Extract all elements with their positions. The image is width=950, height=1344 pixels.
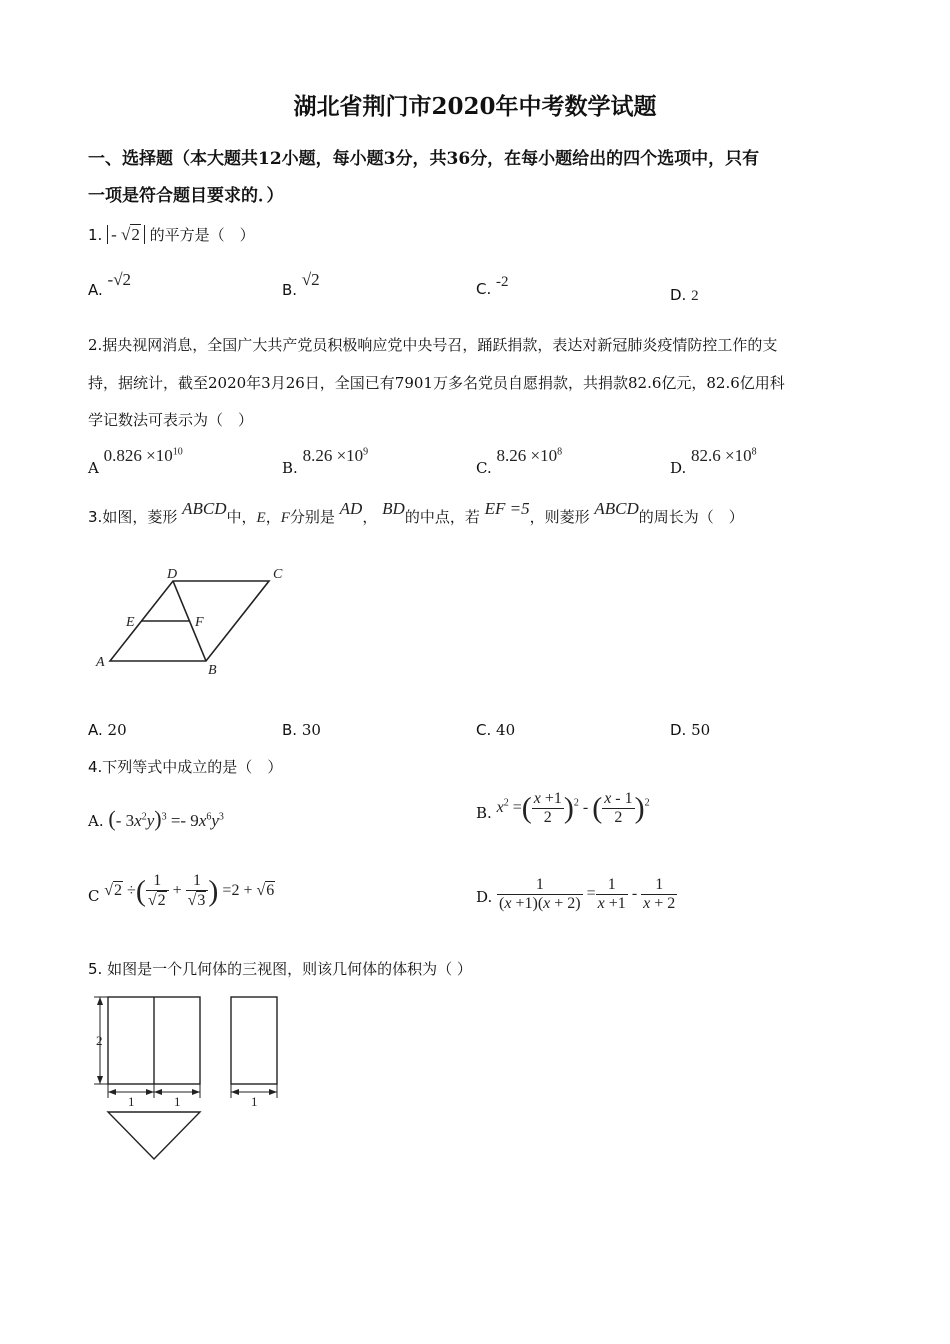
q1-option-d: D. 2 [670,286,699,304]
question-number: 1. [88,226,103,244]
q4-option-d: D. $\frac{1}{(x +1)(x + 2)}$ = $\frac{1}{x +1}$ - $\frac{1}{x + 2}$ [476,876,676,912]
q2-option-d: D. $82.6 \times 10^8$ [670,446,757,477]
section-heading-line2: 一项是符合题目要求的．） [88,186,284,206]
question-3: 3.如图，菱形 ABCD中，E，F分别是 AD， BD的中点，若 EF =5，则菱形 ABCD的周长为（ ） [88,499,744,526]
page-title: 湖北省荆门市2020年中考数学试题 [293,93,657,120]
q1-option-b: B. √2 [282,270,320,299]
q1-option-c: C. -2 [476,274,509,298]
label-d: D [167,567,178,582]
dim-width-3: 1 [251,1094,258,1109]
q2-option-a: A $0.826 \times 10^{10}$ [88,446,183,477]
label-e: E [126,615,135,630]
q2-option-c: C. $8.26 \times 10^8$ [476,446,563,477]
q2-option-b: B. $8.26 \times 10^9$ [282,446,369,477]
abs-neg-sqrt2: - √2 [107,225,145,244]
dim-height: 2 [96,1033,103,1048]
question-5-stem: 5. 如图是一个几何体的三视图，则该几何体的体积为（ ） [88,960,472,978]
question-1 [88,224,255,245]
label-c: C [273,567,283,582]
three-view-figure [86,990,296,1165]
q4-option-b: B. $x^2$ =( $\frac{x +1}{2}$ )$^2$ - ( $\frac{x - 1}{2}$ )$^2$ [476,790,650,826]
question-2-line2: 持，据统计，截至2020年3月26日，全国已有7901万多名党员自愿捐款，共捐款82.6亿元，82.6亿用科 [88,374,785,392]
section-heading-line1: 一、选择题（本大题共12小题，每小题3分，共36分，在每小题给出的四个选项中，只有 [88,149,760,169]
dim-width-1: 1 [128,1094,135,1109]
label-a: A [96,655,105,670]
q1-option-a: A. -√2 [88,270,132,299]
q3-option-d: D. 50 [670,721,711,739]
question-1-text: 的平方是（ ） [149,226,255,244]
question-2-line3: 学记数法可表示为（ ） [88,411,254,429]
q3-option-a: A. 20 [88,721,127,739]
q3-option-b: B. 30 [282,721,321,739]
label-f: F [195,615,204,630]
q3-option-c: C. 40 [476,721,516,739]
rhombus-figure [90,560,310,685]
label-b: B [208,663,217,678]
question-4-stem: 4.下列等式中成立的是（ ） [88,758,283,776]
q4-option-c: C √2 ÷( $\frac{1}{√2}$ + $\frac{1}{√3}$ ) =2 + √6 [88,872,275,909]
question-2-line1: 2.据央视网消息，全国广大共产党员积极响应党中央号召，踊跃捐款，表达对新冠肺炎疫情防控工作的支 [88,336,778,354]
dim-width-2: 1 [174,1094,181,1109]
q4-option-a: A. (- $3x^2y)^3 =- 9x^6y^3$ [88,806,224,831]
